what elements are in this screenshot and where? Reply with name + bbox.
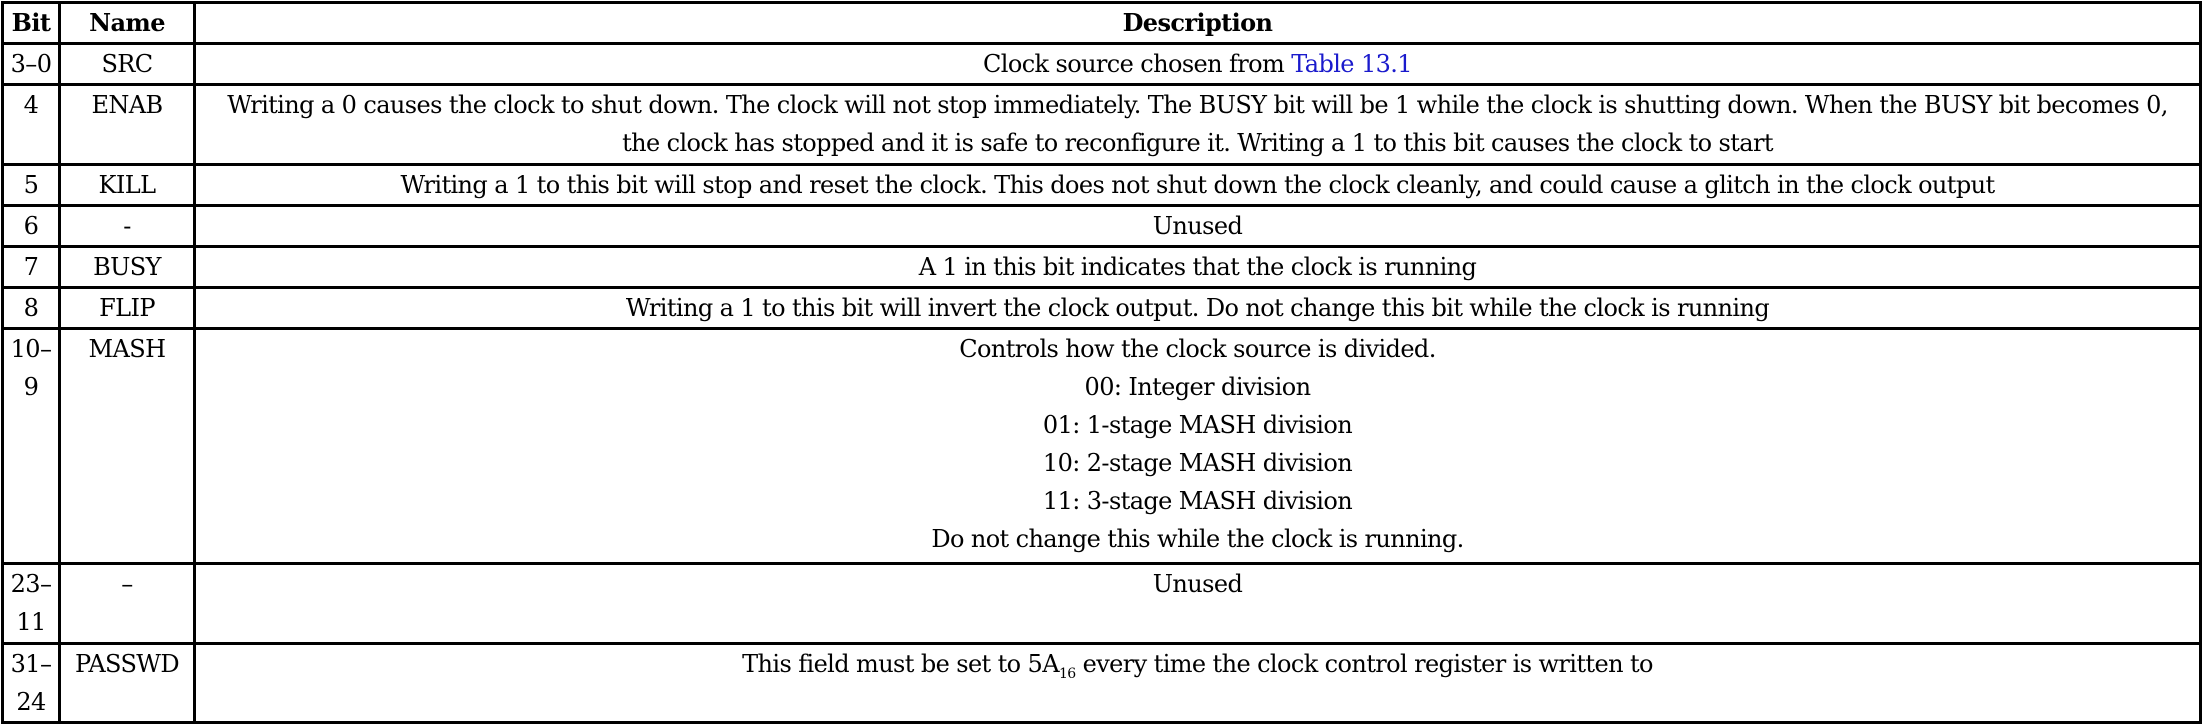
bit-cell <box>3 329 60 564</box>
description-cell <box>195 644 2201 723</box>
name-cell: PASSWD <box>60 644 195 723</box>
bit-line: 24 <box>16 688 46 716</box>
description-cell: Unused <box>195 206 2201 247</box>
header-row <box>3 3 2201 44</box>
table-row <box>3 564 2201 644</box>
header-bit: Bit <box>3 3 60 44</box>
name-cell: MASH <box>60 329 195 564</box>
description-cell <box>195 44 2201 85</box>
header-name: Name <box>60 3 195 44</box>
table-row <box>3 329 2201 564</box>
description-text: Clock source chosen from <box>983 50 1292 78</box>
bit-cell: 7 <box>3 247 60 288</box>
table-row <box>3 247 2201 288</box>
clock-control-register-table <box>1 1 2202 724</box>
bit-line: 31– <box>10 650 52 678</box>
name-cell: SRC <box>60 44 195 85</box>
description-cell: Writing a 1 to this bit will invert the clock output. Do not change this bit while the clock is running <box>195 288 2201 329</box>
name-cell: BUSY <box>60 247 195 288</box>
name-cell: FLIP <box>60 288 195 329</box>
bit-line: 9 <box>23 373 39 401</box>
description-line: Do not change this while the clock is running. <box>931 525 1464 553</box>
description-line: the clock has stopped and it is safe to reconfigure it. Writing a 1 to this bit causes the clock to start <box>622 129 1773 157</box>
bit-line: 23– <box>10 570 52 598</box>
description-line: 11: 3-stage MASH division <box>1042 487 1353 515</box>
table-row <box>3 85 2201 165</box>
table-row <box>3 288 2201 329</box>
description-cell: A 1 in this bit indicates that the clock is running <box>195 247 2201 288</box>
table-row <box>3 644 2201 723</box>
table-row <box>3 165 2201 206</box>
bit-cell: 8 <box>3 288 60 329</box>
name-cell: – <box>60 564 195 644</box>
description-cell <box>195 329 2201 564</box>
subscript-base: 16 <box>1058 666 1076 682</box>
description-text: every time the clock control register is written to <box>1075 650 1653 678</box>
table-row <box>3 44 2201 85</box>
name-cell: KILL <box>60 165 195 206</box>
description-line: Writing a 0 causes the clock to shut down. The clock will not stop immediately. The BUSY bit will be 1 while the clock is shutting down. When the BUSY bit becomes 0, <box>227 91 2168 119</box>
header-description: Description <box>195 3 2201 44</box>
name-cell: - <box>60 206 195 247</box>
name-cell: ENAB <box>60 85 195 165</box>
description-line: 01: 1-stage MASH division <box>1042 411 1353 439</box>
bit-cell: 4 <box>3 85 60 165</box>
description-cell <box>195 85 2201 165</box>
description-cell: Unused <box>195 564 2201 644</box>
description-line: 00: Integer division <box>1084 373 1311 401</box>
description-cell: Writing a 1 to this bit will stop and reset the clock. This does not shut down the clock cleanly, and could cause a glitch in the clock output <box>195 165 2201 206</box>
bit-cell: 3–0 <box>3 44 60 85</box>
description-line: Controls how the clock source is divided. <box>959 335 1436 363</box>
bit-cell: 6 <box>3 206 60 247</box>
description-text: This field must be set to 5A <box>742 650 1059 678</box>
bit-line: 11 <box>16 608 46 636</box>
table-row <box>3 206 2201 247</box>
table-13-1-link[interactable]: Table 13.1 <box>1291 50 1412 78</box>
bit-line: 10– <box>10 335 52 363</box>
bit-cell: 5 <box>3 165 60 206</box>
bit-cell <box>3 644 60 723</box>
bit-cell <box>3 564 60 644</box>
description-line: 10: 2-stage MASH division <box>1042 449 1353 477</box>
